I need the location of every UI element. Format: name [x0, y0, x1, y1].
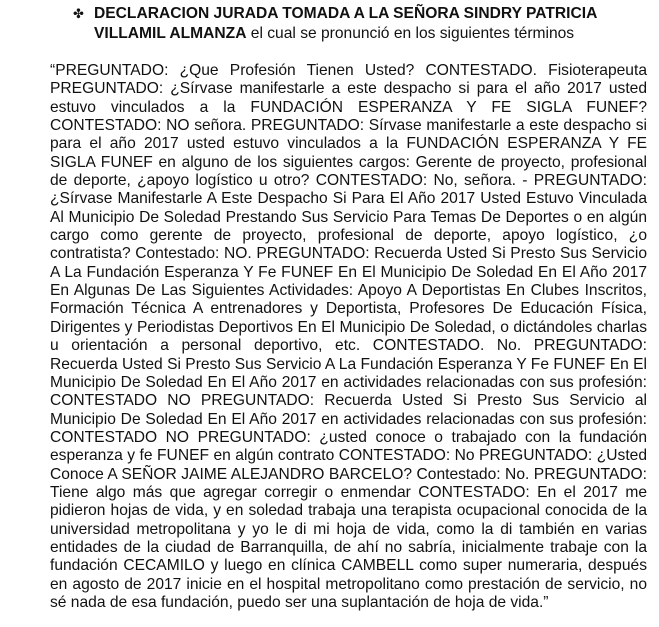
declaration-heading [50, 4, 647, 44]
heading-normal-text: el cual se pronunció en los siguientes términos [246, 25, 575, 42]
testimony-paragraph: “PREGUNTADO: ¿Que Profesión Tienen Usted? CONTESTADO. Fisioterapeuta PREGUNTADO: ¿Sírvase manifestarle a este despacho si para el año 2017 usted estuvo vinculados a la FUNDACIÓN ESPERANZA Y FE SIGLA FUNEF? CONTESTADO: NO señora. PREGUNTADO: Sírvase manifestarle a este despacho si para el año 2017 usted estuvo vinculados a la FUNDACIÓN ESPERANZA Y FE SIGLA FUNEF en alguno de los siguientes cargos: Gerente de proyecto, profesional de deporte, ¿apoyo logístico u otro? CONTESTADO: No, señora. - PREGUNTADO: ¿Sírvase Manifestarle A Este Despacho Si Para El Año 2017 Usted Estuvo Vinculada Al Municipio De Soledad Prestando Sus Servicio Para Temas De Deportes o en algún cargo como gerente de proyecto, profesional de deporte, apoyo logístico, ¿o contratista? Contestado: NO. PREGUNTADO: Recuerda Usted Si Presto Sus Servicio A La Fundación Esperanza Y Fe FUNEF En El Municipio De Soledad En El Año 2017 En Algunas De Las Siguientes Actividades: Apoyo A Deportistas En Clubes Inscritos, Formación Técnica A entrenadores y Deportista, Profesores De Educación Física, Dirigentes y Periodistas Deportivos En El Municipio De Soledad, o dictándoles charlas u orientación a personal deportivo, etc. CONTESTADO. No. PREGUNTADO: Recuerda Usted Si Presto Sus Servicio A La Fundación Esperanza Y Fe FUNEF En El Municipio De Soledad En El Año 2017 en actividades relacionadas con sus profesión: CONTESTADO NO PREGUNTADO: Recuerda Usted Si Presto Sus Servicio al Municipio De Soledad En El Año 2017 en actividades relacionadas con sus profesión: CONTESTADO NO PREGUNTADO: ¿usted conoce o trabajado con la fundación esperanza y fe FUNEF en algún contrato CONTESTADO: No PREGUNTADO: ¿Usted Conoce A SEÑOR JAIME ALEJANDRO BARCELO? Contestado: No. PREGUNTADO: Tiene algo más que agregar corregir o enmendar CONTESTADO: En el 2017 me pidieron hojas de vida, y en soledad trabaja una terapista ocupacional conocida de la universidad metropolitana y yo le di mi hoja de vida, como la di también en varias entidades de la ciudad de Barranquilla, de ahí no sabría, inicialmente trabaje con la fundación CECAMILO y luego en clínica CAMBELL como super numeraria, después en agosto de 2017 inicie en el hospital metropolitano como prestación de servicio, no sé nada de esa fundación, puedo ser una suplantación de hoja de vida.” [50, 62, 647, 611]
bullet-icon: ✤ [73, 6, 84, 21]
heading-bold-title: DECLARACION JURADA TOMADA A LA SEÑORA SINDRY PATRICIA VILLAMIL ALMANZA [94, 5, 597, 42]
